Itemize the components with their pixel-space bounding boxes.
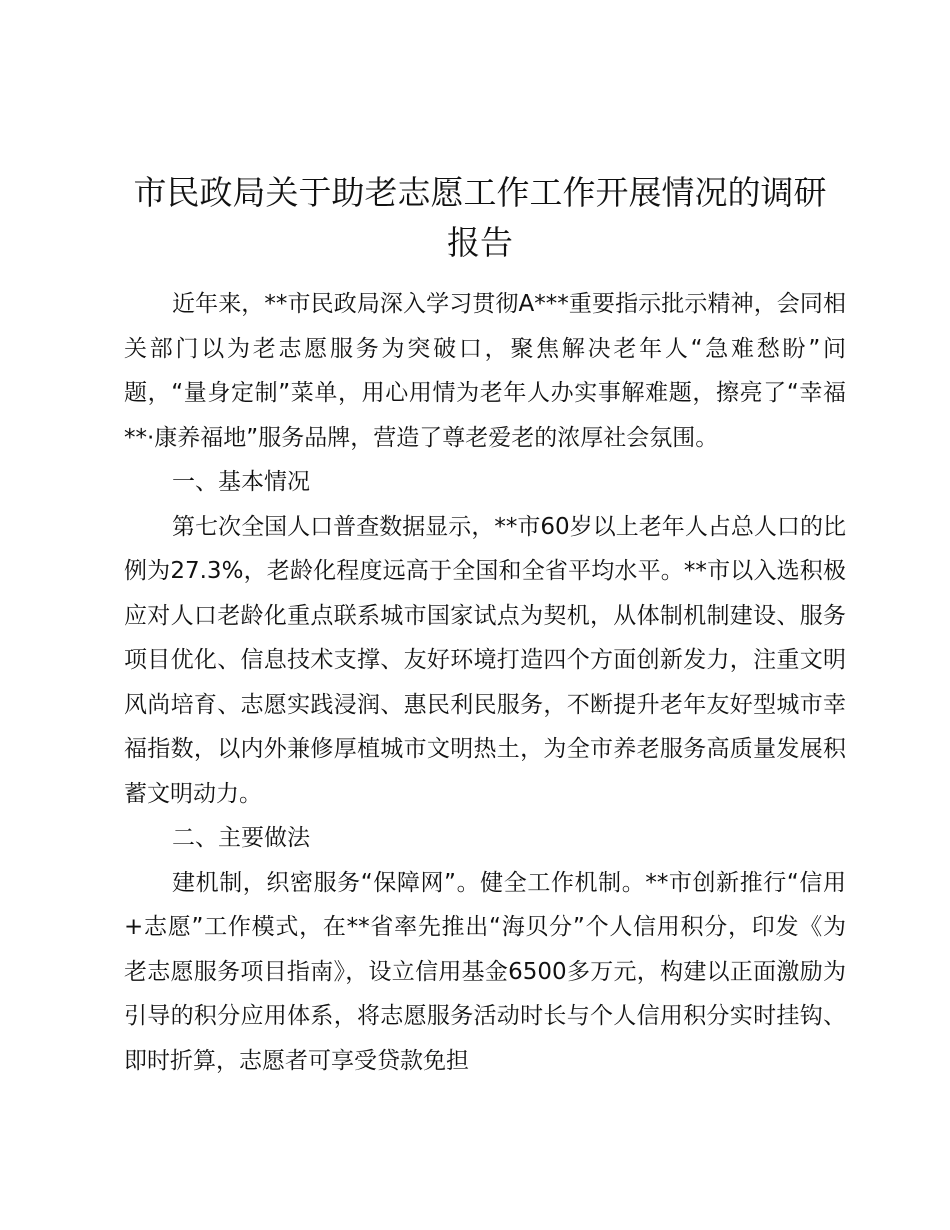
section-heading-main-practices: 二、主要做法: [172, 825, 310, 851]
paragraph-intro: 近年来，**市民政局深入学习贯彻A***重要指示批示精神，会同相关部门以为老志愿服务为突破口，聚焦解决老年人“急难愁盼”问题，“量身定制”菜单，用心用情为老年人办实事解难题，擦亮了“幸福**·康养福地”服务品牌，营造了尊老爱老的浓厚社会氛围。: [124, 291, 846, 451]
document-title: 市民政局关于助老志愿工作工作开展情况的调研报告: [133, 173, 827, 262]
section-heading-basic-situation: 一、基本情况: [172, 469, 310, 495]
paragraph-main-practices: 建机制，织密服务“保障网”。健全工作机制。**市创新推行“信用+志愿”工作模式，在**省率先推出“海贝分”个人信用积分，印发《为老志愿服务项目指南》，设立信用基金6500多万元，构建以正面激励为引导的积分应用体系，将志愿服务活动时长与个人信用积分实时挂钩、即时折算，志愿者可享受贷款免担: [124, 869, 846, 1074]
paragraph-basic-situation: 第七次全国人口普查数据显示，**市60岁以上老年人占总人口的比例为27.3%，老龄化程度远高于全国和全省平均水平。**市以入选积极应对人口老龄化重点联系城市国家试点为契机，从体制机制建设、服务项目优化、信息技术支撑、友好环境打造四个方面创新发力，注重文明风尚培育、志愿实践浸润、惠民利民服务，不断提升老年友好型城市幸福指数，以内外兼修厚植城市文明热土，为全市养老服务高质量发展积蓄文明动力。: [124, 513, 846, 807]
document-body: [124, 282, 846, 1083]
